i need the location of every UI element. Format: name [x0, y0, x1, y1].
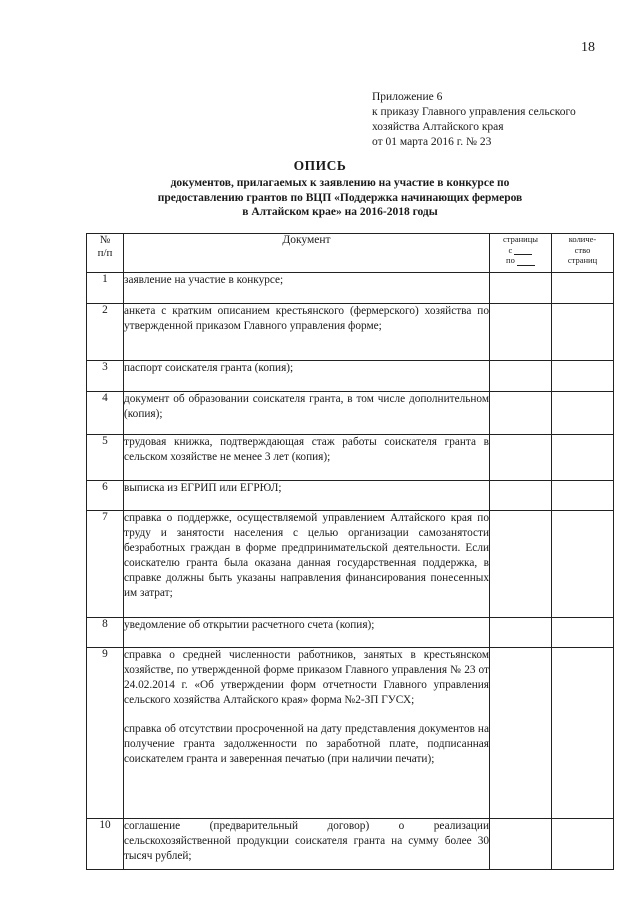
row-pages-cell	[490, 361, 552, 392]
row-page-count-cell	[552, 648, 614, 819]
subtitle-line: документов, прилагаемых к заявлению на участие в конкурсе по	[170, 177, 510, 189]
subtitle-line: предоставлению грантов по ВЦП «Поддержка начинающих фермеров	[157, 191, 523, 204]
row-document	[124, 435, 490, 481]
row-number: 10	[87, 819, 124, 870]
table-header-row	[87, 234, 614, 273]
appendix-line: от 01 марта 2016 г. № 23	[372, 136, 492, 148]
appendix-line: к приказу Главного управления сельского	[372, 106, 576, 118]
row-number: 6	[87, 481, 124, 511]
document-text: соглашение (предварительный договор) о реализации сельскохозяйственной продукции соискателя гранта на сумму более 30 тысяч рублей;	[124, 820, 489, 862]
appendix-line: хозяйства Алтайского края	[372, 121, 504, 133]
row-document	[124, 392, 490, 435]
row-document	[124, 273, 490, 304]
table-row	[87, 361, 614, 392]
document-text: анкета с кратким описанием крестьянского (фермерского) хозяйства по утвержденной приказом Главного управления форме;	[124, 305, 489, 332]
document-text: документ об образовании соискателя гранта, в том числе дополнительном (копия);	[124, 393, 489, 420]
document-text: трудовая книжка, подтверждающая стаж работы соискателя гранта в сельском хозяйстве не менее 3 лет (копия);	[124, 436, 489, 463]
document-text: справка о поддержке, осуществляемой управлением Алтайского края по труду и занятости населения с целью организации самозанятости безработных граждан в форме предпринимательской деятельности. Если соискателю гранта была оказана данная государственная поддержка, в справке должны быть указаны направления финансирования понесенных им затрат;	[124, 512, 489, 599]
row-pages-cell	[490, 819, 552, 870]
header-document: Документ	[124, 234, 490, 273]
row-pages-cell	[490, 481, 552, 511]
row-pages-cell	[490, 273, 552, 304]
table-row	[87, 304, 614, 361]
document-text: справка о средней численности работников, занятых в крестьянском хозяйстве, по утвержденной форме приказом Главного управления № 23 от 24.02.2014 г. «Об утверждении форм отчетности Главного управления сельского хозяйства Алтайского края» форма №2-ЗП ГУСХ;	[124, 649, 489, 706]
row-page-count-cell	[552, 435, 614, 481]
row-document	[124, 304, 490, 361]
row-document	[124, 361, 490, 392]
row-document	[124, 618, 490, 648]
appendix-line: Приложение 6	[372, 91, 443, 103]
document-text: уведомление об открытии расчетного счета (копия);	[124, 619, 375, 631]
row-page-count-cell	[552, 392, 614, 435]
table-row	[87, 511, 614, 618]
row-number: 1	[87, 273, 124, 304]
row-number: 4	[87, 392, 124, 435]
document-title: ОПИСЬ	[293, 158, 347, 173]
table-row	[87, 273, 614, 304]
document-text: заявление на участие в конкурсе;	[124, 274, 284, 286]
row-number: 5	[87, 435, 124, 481]
row-pages-cell	[490, 618, 552, 648]
row-page-count-cell	[552, 273, 614, 304]
header-number: № п/п	[87, 234, 124, 273]
table-row	[87, 618, 614, 648]
row-pages-cell	[490, 511, 552, 618]
row-pages-cell	[490, 648, 552, 819]
row-pages-cell	[490, 304, 552, 361]
header-page-count: количе- ство страниц	[552, 234, 614, 273]
row-page-count-cell	[552, 304, 614, 361]
row-number: 7	[87, 511, 124, 618]
row-document	[124, 819, 490, 870]
document-subtitle	[145, 176, 535, 220]
document-text: справка об отсутствии просроченной на дату представления документов на получение гранта задолженности по заработной плате, подписанная соискателем гранта и заверенная печатью (при наличии печати);	[124, 723, 489, 765]
row-number: 8	[87, 618, 124, 648]
subtitle-line: в Алтайском крае» на 2016-2018 годы	[242, 206, 438, 218]
row-page-count-cell	[552, 511, 614, 618]
header-pages: страницы с по	[490, 234, 552, 273]
table-row	[87, 648, 614, 819]
row-page-count-cell	[552, 819, 614, 870]
document-text: выписка из ЕГРИП или ЕГРЮЛ;	[124, 482, 282, 494]
appendix-block	[372, 90, 576, 150]
table-row	[87, 392, 614, 435]
row-document	[124, 648, 490, 819]
row-pages-cell	[490, 435, 552, 481]
table-row	[87, 481, 614, 511]
page-number: 18	[581, 40, 595, 55]
table-row	[87, 435, 614, 481]
row-page-count-cell	[552, 361, 614, 392]
row-document	[124, 511, 490, 618]
row-page-count-cell	[552, 481, 614, 511]
row-pages-cell	[490, 392, 552, 435]
row-page-count-cell	[552, 618, 614, 648]
document-text: паспорт соискателя гранта (копия);	[124, 362, 294, 374]
row-number: 3	[87, 361, 124, 392]
row-number: 9	[87, 648, 124, 819]
row-number: 2	[87, 304, 124, 361]
table-row	[87, 819, 614, 870]
row-document	[124, 481, 490, 511]
inventory-table	[86, 233, 614, 870]
